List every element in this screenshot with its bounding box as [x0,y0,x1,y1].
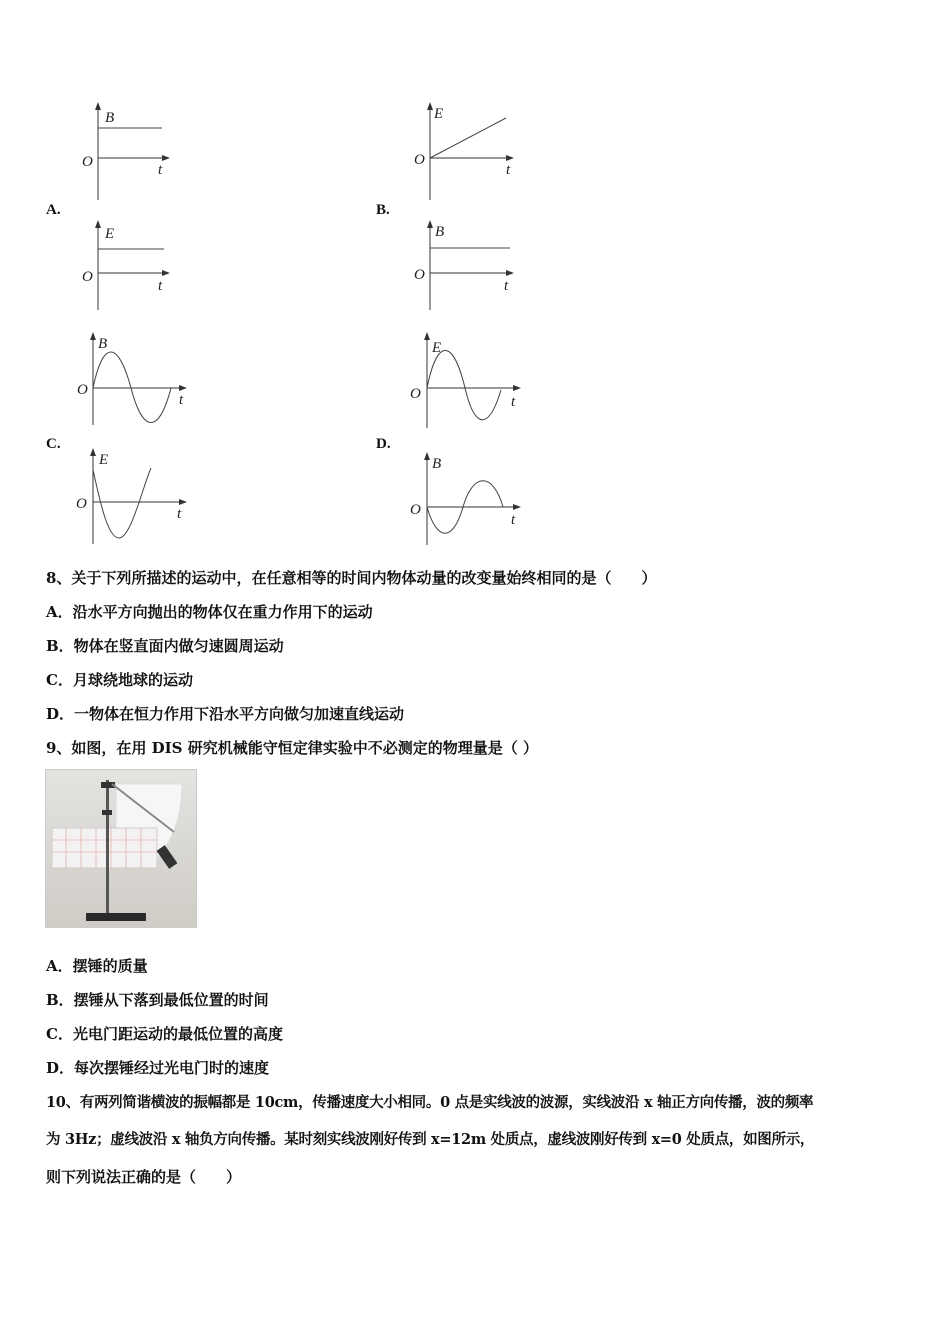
graph-a-top [78,100,178,190]
y-axis-label: B [432,456,442,472]
y-axis-label: E [105,226,115,242]
question-8-option-b: B．物体在竖直面内做匀速圆周运动 [46,637,284,655]
question-9-option-d: D．每次摆锤经过光电门时的速度 [46,1059,270,1077]
t-axis-label: t [511,394,516,410]
y-axis-label: B [98,336,108,352]
y-axis-label: E [432,340,442,356]
y-axis-label: E [99,452,109,468]
graph-d-top [407,330,527,430]
origin-label: O [414,152,425,168]
y-axis-label: B [105,110,115,126]
pendulum-apparatus-illustration [46,770,196,927]
origin-label: O [410,386,421,402]
t-axis-label: t [158,162,163,178]
question-10-line-3: 则下列说法正确的是（ ） [46,1168,242,1186]
question-8-option-a: A．沿水平方向抛出的物体仅在重力作用下的运动 [46,603,373,621]
t-axis-label: t [511,512,516,528]
question-9-option-a: A．摆锤的质量 [46,957,148,975]
graph-c-bottom [73,446,193,546]
question-10-line-2: 为 3Hz；虚线波沿 x 轴负方向传播。某时刻实线波刚好传到 x=12m 处质点，虚线波刚好传到 x=0 处质点，如图所示， [46,1131,815,1148]
graph-d-bottom [407,450,527,550]
t-axis-label: t [158,278,163,294]
t-axis-label: t [506,162,511,178]
t-axis-label: t [177,506,182,522]
option-label-d: D. [376,436,391,452]
option-label-c: C. [46,436,61,452]
origin-label: O [76,496,87,512]
question-8-option-c: C．月球绕地球的运动 [46,671,193,689]
question-8-option-d: D．一物体在恒力作用下沿水平方向做匀加速直线运动 [46,705,405,723]
y-axis-label: E [434,106,444,122]
origin-label: O [77,382,88,398]
y-axis-label: B [435,224,445,240]
origin-label: O [82,269,93,285]
graph-a-bottom [78,218,178,308]
t-axis-label: t [504,278,509,294]
graph-c-top [73,330,193,430]
question-9-stem: 9、如图，在用 DIS 研究机械能守恒定律实验中不必测定的物理量是（ ） [46,739,538,757]
dis-apparatus-photo [45,769,197,928]
origin-label: O [82,154,93,170]
origin-label: O [410,502,421,518]
question-8-stem: 8、关于下列所描述的运动中，在任意相等的时间内物体动量的改变量始终相同的是（ ） [46,569,657,587]
graph-b-top [410,100,520,190]
option-label-a: A. [46,202,61,218]
t-axis-label: t [179,392,184,408]
option-label-b: B. [376,202,390,218]
question-9-option-c: C．光电门距运动的最低位置的高度 [46,1025,283,1043]
question-10-line-1: 10、有两列简谐横波的振幅都是 10cm，传播速度大小相同。0 点是实线波的波源，实线波沿 x 轴正方向传播，波的频率 [46,1094,814,1111]
question-9-option-b: B．摆锤从下落到最低位置的时间 [46,991,269,1009]
origin-label: O [414,267,425,283]
graph-b-bottom [410,218,520,308]
